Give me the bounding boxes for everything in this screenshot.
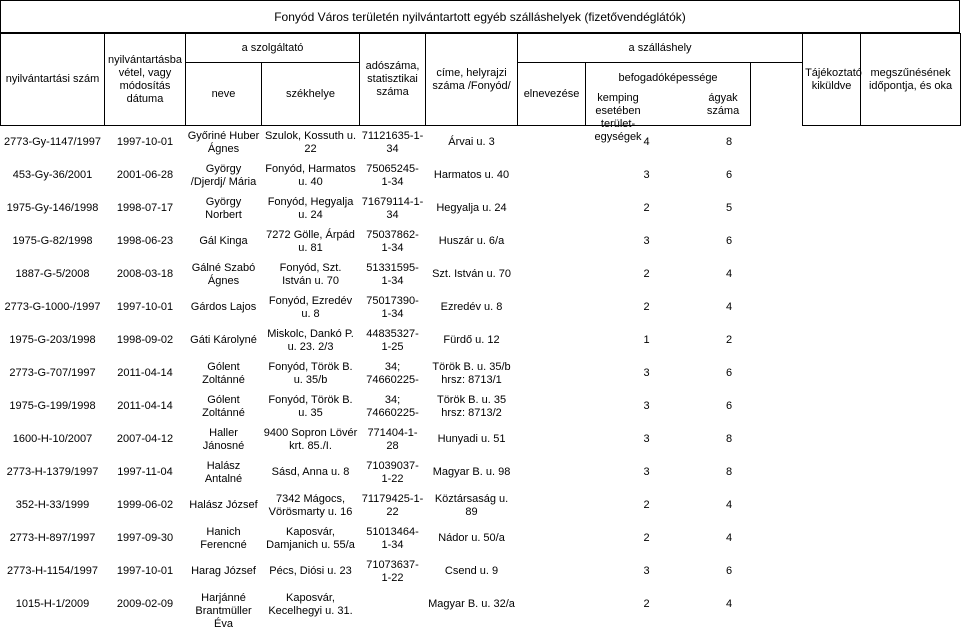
- cell-tax-no: [360, 324, 426, 357]
- cell-reg-no: 2773-H-1154/1997: [7, 565, 98, 577]
- cell-text: 7342 Mágocs, Vörösmarty u. 16: [268, 492, 353, 518]
- cell-termination: [861, 291, 961, 324]
- cell-tax-no: [360, 159, 426, 192]
- cell-beds: 4: [725, 598, 733, 610]
- cell-beds: 8: [725, 466, 733, 478]
- cell-reg-date: 1999-06-02: [116, 499, 174, 511]
- cell-provider-seat: [262, 291, 360, 324]
- cell-beds: 4: [725, 499, 733, 511]
- cell-text: Gólent Zoltánné: [202, 360, 245, 386]
- cell-info-sent: [803, 192, 861, 225]
- cell-text: Hunyadi u. 51: [437, 433, 506, 445]
- cell-reg-no: 2773-G-1000-/1997: [4, 301, 101, 313]
- cell-provider-seat: [262, 192, 360, 225]
- header-provider-group: a szolgáltató: [186, 34, 360, 63]
- cell-termination: [861, 588, 961, 621]
- cell-text: Harmatos u. 40: [433, 169, 510, 181]
- cell-reg-date: 2009-02-09: [116, 598, 174, 610]
- cell-accommodation-name: [518, 357, 586, 390]
- cell-provider-name: [186, 555, 262, 588]
- cell-text: Magyar B. u. 98: [432, 466, 511, 478]
- cell-beds: 6: [725, 565, 733, 577]
- cell-address: [426, 258, 518, 291]
- header-capacity: [586, 63, 751, 143]
- cell-termination: [861, 159, 961, 192]
- cell-tax-no: [360, 126, 426, 160]
- cell-text: Szt. István u. 70: [432, 268, 511, 280]
- cell-text: Sásd, Anna u. 8: [271, 466, 350, 478]
- cell-address: [426, 555, 518, 588]
- cell-beds: 2: [725, 334, 733, 346]
- cell-address: [426, 192, 518, 225]
- cell-accommodation-name: [518, 522, 586, 555]
- cell-beds: 6: [725, 367, 733, 379]
- cell-text: 34; 74660225-: [366, 393, 419, 419]
- cell-accommodation-name: [518, 225, 586, 258]
- cell-reg-no: 1975-G-199/1998: [9, 400, 96, 412]
- cell-info-sent: [803, 291, 861, 324]
- cell-spacer: [751, 522, 803, 555]
- cell-tax-no: [360, 390, 426, 423]
- cell-text: 51331595-1-34: [366, 261, 419, 287]
- cell-tax-no: [360, 357, 426, 390]
- cell-reg-date: 2007-04-12: [116, 433, 174, 445]
- cell-provider-name: [186, 324, 262, 357]
- header-accommodation-group: a szálláshely: [518, 34, 803, 63]
- cell-text: Győriné Huber Ágnes: [187, 129, 260, 155]
- cell-tax-no: [360, 291, 426, 324]
- cell-text: Fürdő u. 12: [443, 334, 500, 346]
- cell-beds: 6: [725, 235, 733, 247]
- cell-text: Ezredév u. 8: [440, 301, 503, 313]
- cell-text: Miskolc, Dankó P. u. 23. 2/3: [267, 327, 354, 353]
- cell-text: 7272 Gölle, Árpád u. 81: [266, 228, 355, 254]
- cell-termination: [861, 357, 961, 390]
- cell-beds: 4: [725, 268, 733, 280]
- cell-spacer: [751, 456, 803, 489]
- cell-reg-date: 1998-07-17: [116, 202, 174, 214]
- cell-provider-name: [186, 126, 262, 160]
- header-provider-seat: székhelye: [262, 63, 360, 126]
- cell-tax-no: [360, 192, 426, 225]
- cell-units: 2: [643, 499, 650, 511]
- cell-info-sent: [803, 555, 861, 588]
- cell-text: Hanich Ferencné: [200, 525, 247, 551]
- cell-address: [426, 225, 518, 258]
- cell-spacer: [751, 192, 803, 225]
- cell-tax-no: [360, 522, 426, 555]
- cell-reg-date: 2001-06-28: [116, 169, 174, 181]
- cell-text: Fonyód, Harmatos u. 40: [265, 162, 356, 188]
- cell-spacer: [751, 423, 803, 456]
- cell-units: 4: [643, 136, 650, 148]
- cell-text: Gólent Zoltánné: [202, 393, 245, 419]
- cell-accommodation-name: [518, 423, 586, 456]
- cell-spacer: [751, 258, 803, 291]
- table-row: [1, 159, 961, 192]
- cell-text: Huszár u. 6/a: [438, 235, 505, 247]
- cell-units: 3: [643, 466, 650, 478]
- header-tax-no: adószáma, statisztikai száma: [360, 34, 426, 126]
- cell-provider-seat: [262, 588, 360, 621]
- cell-spacer: [751, 390, 803, 423]
- cell-address: [426, 324, 518, 357]
- cell-address: [426, 489, 518, 522]
- cell-info-sent: [803, 357, 861, 390]
- cell-reg-no: 352-H-33/1999: [15, 499, 90, 511]
- cell-provider-seat: [262, 324, 360, 357]
- table-row: [1, 390, 961, 423]
- cell-text: Kaposvár, Damjanich u. 55/a: [266, 525, 355, 551]
- cell-termination: [861, 192, 961, 225]
- cell-text: Haller Jánosné: [202, 426, 245, 452]
- cell-text: Török B. u. 35/b hrsz: 8713/1: [432, 360, 511, 386]
- cell-spacer: [751, 225, 803, 258]
- cell-info-sent: [803, 225, 861, 258]
- cell-address: [426, 456, 518, 489]
- table-row: [1, 522, 961, 555]
- cell-reg-date: 1997-10-01: [116, 136, 174, 148]
- cell-info-sent: [803, 390, 861, 423]
- table-body: [1, 126, 961, 630]
- cell-spacer: [751, 489, 803, 522]
- cell-spacer: [751, 324, 803, 357]
- cell-provider-name: [186, 489, 262, 522]
- cell-text: 71179425-1-22: [361, 492, 424, 518]
- cell-termination: [861, 555, 961, 588]
- cell-beds: 8: [725, 433, 733, 445]
- cell-text: Gáti Károlyné: [190, 334, 257, 346]
- cell-provider-name: [186, 225, 262, 258]
- cell-text: Gárdos Lajos: [190, 301, 257, 313]
- cell-beds: 8: [725, 136, 733, 148]
- cell-provider-seat: [262, 489, 360, 522]
- cell-tax-no: [360, 555, 426, 588]
- cell-provider-seat: [262, 225, 360, 258]
- cell-text: Árvai u. 3: [448, 136, 495, 148]
- cell-units: 3: [643, 433, 650, 445]
- cell-reg-no: 1975-G-203/1998: [9, 334, 96, 346]
- page-title: Fonyód Város területén nyilvántartott egyéb szálláshelyek (fizetővendéglátók): [0, 0, 960, 33]
- accommodation-register-table: [0, 33, 961, 630]
- header-address: címe, helyrajzi száma /Fonyód/: [426, 34, 518, 126]
- cell-spacer: [751, 291, 803, 324]
- cell-text: Gálné Szabó Ágnes: [191, 261, 256, 287]
- cell-reg-date: 2008-03-18: [116, 268, 174, 280]
- cell-text: 44835327-1-25: [366, 327, 419, 353]
- cell-accommodation-name: [518, 555, 586, 588]
- cell-provider-seat: [262, 126, 360, 160]
- cell-reg-no: 453-Gy-36/2001: [12, 169, 93, 181]
- cell-reg-no: 1975-G-82/1998: [12, 235, 93, 247]
- cell-text: Harjánné Brantmüller Éva: [195, 591, 252, 630]
- cell-text: Köztársaság u. 89: [434, 492, 509, 518]
- header-accommodation-name: elnevezése: [518, 63, 586, 126]
- table-row: [1, 126, 961, 160]
- cell-units: 1: [643, 334, 650, 346]
- cell-info-sent: [803, 423, 861, 456]
- table-row: [1, 258, 961, 291]
- cell-info-sent: [803, 258, 861, 291]
- cell-reg-no: 1975-Gy-146/1998: [6, 202, 99, 214]
- cell-reg-no: 2773-H-897/1997: [9, 532, 96, 544]
- cell-text: 75037862-1-34: [366, 228, 419, 254]
- cell-spacer: [751, 357, 803, 390]
- cell-address: [426, 126, 518, 160]
- cell-provider-name: [186, 258, 262, 291]
- cell-spacer: [751, 555, 803, 588]
- header-info-sent: Tájékoztató kiküldve: [803, 34, 861, 126]
- cell-text: 71039037-1-22: [366, 459, 419, 485]
- cell-tax-no: [360, 423, 426, 456]
- cell-address: [426, 357, 518, 390]
- cell-text: Kaposvár, Kecelhegyi u. 31.: [268, 591, 353, 617]
- cell-text: Halász Antalné: [204, 459, 243, 485]
- cell-reg-date: 1997-10-01: [116, 565, 174, 577]
- cell-spacer: [751, 588, 803, 621]
- cell-accommodation-name: [518, 291, 586, 324]
- cell-info-sent: [803, 324, 861, 357]
- cell-units: 3: [643, 235, 650, 247]
- cell-info-sent: [803, 126, 861, 160]
- cell-text: 75065245-1-34: [366, 162, 419, 188]
- cell-address: [426, 390, 518, 423]
- cell-text: 71679114-1-34: [361, 195, 424, 221]
- cell-provider-seat: [262, 456, 360, 489]
- cell-text: György Norbert: [205, 195, 242, 221]
- cell-text: 75017390-1-34: [366, 294, 419, 320]
- cell-units: 2: [643, 268, 650, 280]
- cell-provider-name: [186, 456, 262, 489]
- cell-tax-no: [360, 489, 426, 522]
- cell-units: 3: [643, 367, 650, 379]
- header-capacity-beds: ágyak száma: [706, 92, 740, 117]
- cell-text: Fonyód, Ezredév u. 8: [268, 294, 353, 320]
- cell-units: 3: [643, 169, 650, 181]
- cell-text: Fonyód, Török B. u. 35/b: [268, 360, 353, 386]
- cell-termination: [861, 390, 961, 423]
- cell-provider-seat: [262, 423, 360, 456]
- cell-reg-no: 1887-G-5/2008: [15, 268, 90, 280]
- table-row: [1, 192, 961, 225]
- cell-accommodation-name: [518, 258, 586, 291]
- cell-termination: [861, 324, 961, 357]
- cell-provider-seat: [262, 555, 360, 588]
- cell-text: György /Djerdj/ Mária: [190, 162, 257, 188]
- cell-provider-name: [186, 390, 262, 423]
- cell-info-sent: [803, 456, 861, 489]
- cell-address: [426, 159, 518, 192]
- cell-text: Fonyód, Hegyalja u. 24: [267, 195, 354, 221]
- cell-spacer: [751, 126, 803, 160]
- cell-termination: [861, 258, 961, 291]
- cell-text: Pécs, Diósi u. 23: [269, 565, 352, 577]
- table-row: [1, 423, 961, 456]
- cell-reg-no: 1015-H-1/2009: [15, 598, 90, 610]
- table-row: [1, 291, 961, 324]
- cell-accommodation-name: [518, 159, 586, 192]
- cell-provider-seat: [262, 258, 360, 291]
- table-row: [1, 588, 961, 621]
- cell-reg-date: 1997-09-30: [116, 532, 174, 544]
- cell-provider-name: [186, 357, 262, 390]
- cell-text: 51013464-1-34: [366, 525, 419, 551]
- cell-reg-date: 2011-04-14: [117, 367, 173, 379]
- header-capacity-units: kemping esetében terület-egységek: [594, 92, 642, 143]
- cell-termination: [861, 456, 961, 489]
- cell-units: 2: [643, 202, 650, 214]
- cell-reg-date: 1998-09-02: [116, 334, 174, 346]
- cell-text: 71121635-1-34: [361, 129, 424, 155]
- cell-termination: [861, 126, 961, 160]
- cell-reg-date: 1998-06-23: [116, 235, 174, 247]
- cell-units: 2: [643, 598, 650, 610]
- cell-text: 71073637-1-22: [366, 558, 419, 584]
- cell-text: 9400 Sopron Lövér krt. 85./I.: [263, 426, 358, 452]
- header-provider-name: neve: [186, 63, 262, 126]
- cell-text: Nádor u. 50/a: [438, 532, 505, 544]
- table-row: [1, 456, 961, 489]
- cell-units: 2: [643, 532, 650, 544]
- cell-provider-name: [186, 192, 262, 225]
- cell-beds: 6: [725, 400, 733, 412]
- header-reg-date: nyilvántartásba vétel, vagy módosítás dátuma: [105, 34, 186, 126]
- header-capacity-title: befogadóképessége: [618, 72, 718, 84]
- cell-address: [426, 522, 518, 555]
- cell-reg-date: 1997-11-04: [117, 466, 173, 478]
- cell-text: Gál Kinga: [199, 235, 248, 247]
- cell-provider-name: [186, 522, 262, 555]
- cell-tax-no: [360, 456, 426, 489]
- cell-accommodation-name: [518, 456, 586, 489]
- cell-text: 771404-1-28: [367, 426, 418, 452]
- cell-units: 3: [643, 400, 650, 412]
- cell-provider-seat: [262, 357, 360, 390]
- cell-address: [426, 291, 518, 324]
- cell-accommodation-name: [518, 192, 586, 225]
- cell-text: Csend u. 9: [444, 565, 499, 577]
- cell-text: Török B. u. 35 hrsz: 8713/2: [436, 393, 507, 419]
- cell-reg-no: 1600-H-10/2007: [12, 433, 93, 445]
- cell-text: Szulok, Kossuth u. 22: [264, 129, 357, 155]
- cell-info-sent: [803, 489, 861, 522]
- cell-beds: 4: [725, 532, 733, 544]
- table-row: [1, 324, 961, 357]
- cell-accommodation-name: [518, 324, 586, 357]
- table-row: [1, 555, 961, 588]
- header-reg-no: nyilvántartási szám: [1, 34, 105, 126]
- cell-address: [426, 423, 518, 456]
- cell-units: 3: [643, 565, 650, 577]
- cell-reg-no: 2773-H-1379/1997: [6, 466, 99, 478]
- cell-termination: [861, 225, 961, 258]
- cell-tax-no: [360, 225, 426, 258]
- table-row: [1, 225, 961, 258]
- cell-provider-name: [186, 159, 262, 192]
- cell-accommodation-name: [518, 588, 586, 621]
- cell-provider-name: [186, 291, 262, 324]
- cell-reg-date: 1997-10-01: [116, 301, 174, 313]
- cell-tax-no: [360, 588, 426, 621]
- cell-provider-seat: [262, 522, 360, 555]
- cell-tax-no: [360, 258, 426, 291]
- cell-info-sent: [803, 159, 861, 192]
- cell-text: Fonyód, Török B. u. 35: [268, 393, 353, 419]
- cell-spacer: [751, 159, 803, 192]
- cell-provider-name: [186, 588, 262, 630]
- cell-provider-name: [186, 423, 262, 456]
- table-row: [1, 357, 961, 390]
- cell-text: Magyar B. u. 32/a: [428, 598, 515, 610]
- cell-provider-seat: [262, 159, 360, 192]
- cell-text: Halász József: [189, 499, 258, 511]
- table-row: [1, 489, 961, 522]
- cell-text: Fonyód, Szt. István u. 70: [279, 261, 342, 287]
- cell-info-sent: [803, 522, 861, 555]
- cell-accommodation-name: [518, 126, 586, 160]
- cell-info-sent: [803, 588, 861, 621]
- cell-accommodation-name: [518, 489, 586, 522]
- cell-termination: [861, 423, 961, 456]
- cell-accommodation-name: [518, 390, 586, 423]
- cell-reg-no: 2773-G-707/1997: [9, 367, 96, 379]
- cell-text: 34; 74660225-: [366, 360, 419, 386]
- cell-reg-no: 2773-Gy-1147/1997: [3, 136, 102, 148]
- cell-termination: [861, 489, 961, 522]
- cell-beds: 6: [725, 169, 733, 181]
- cell-beds: 5: [725, 202, 733, 214]
- cell-text: Hegyalja u. 24: [436, 202, 507, 214]
- cell-address: [426, 588, 518, 621]
- header-termination: megszűnésének időpontja, és oka: [861, 34, 961, 126]
- cell-provider-seat: [262, 390, 360, 423]
- cell-reg-date: 2011-04-14: [117, 400, 173, 412]
- cell-termination: [861, 522, 961, 555]
- cell-beds: 4: [725, 301, 733, 313]
- cell-text: Harag József: [191, 565, 256, 577]
- cell-units: 2: [643, 301, 650, 313]
